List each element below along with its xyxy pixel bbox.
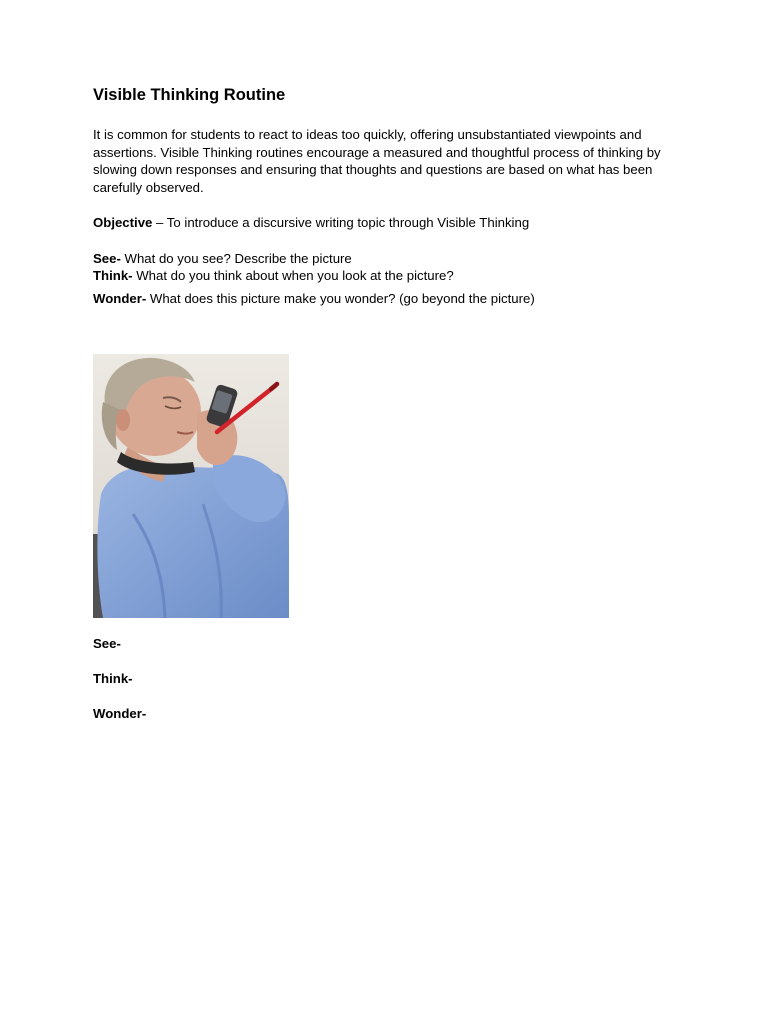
- think-prompt: [93, 267, 454, 284]
- wonder-prompt: [93, 290, 535, 307]
- wonder-answer-label: Wonder-: [93, 706, 147, 721]
- think-prompt-text: What do you think about when you look at the picture?: [132, 268, 454, 283]
- objective-text: – To introduce a discursive writing topic through Visible Thinking: [152, 215, 530, 230]
- objective-label: Objective: [93, 215, 153, 230]
- see-prompt-label: See-: [93, 251, 121, 266]
- wonder-prompt-label: Wonder-: [93, 291, 147, 306]
- see-prompt: [93, 250, 352, 267]
- wonder-prompt-text: What does this picture make you wonder? (go beyond the picture): [146, 291, 535, 306]
- think-prompt-label: Think-: [93, 268, 133, 283]
- think-answer-label: Think-: [93, 671, 133, 686]
- man-on-phone-photo: [93, 354, 289, 618]
- page-title: Visible Thinking Routine: [93, 86, 286, 104]
- see-prompt-text: What do you see? Describe the picture: [120, 251, 352, 266]
- objective-line: [93, 214, 529, 231]
- see-answer-label: See-: [93, 636, 121, 651]
- intro-paragraph: It is common for students to react to ideas too quickly, offering unsubstantiated viewpoints and assertions. Visible Thinking routines encourage a measured and thoughtful process of thinking by slowing down responses and ensuring that thoughts and questions are based on what has been carefully observed.: [93, 127, 661, 196]
